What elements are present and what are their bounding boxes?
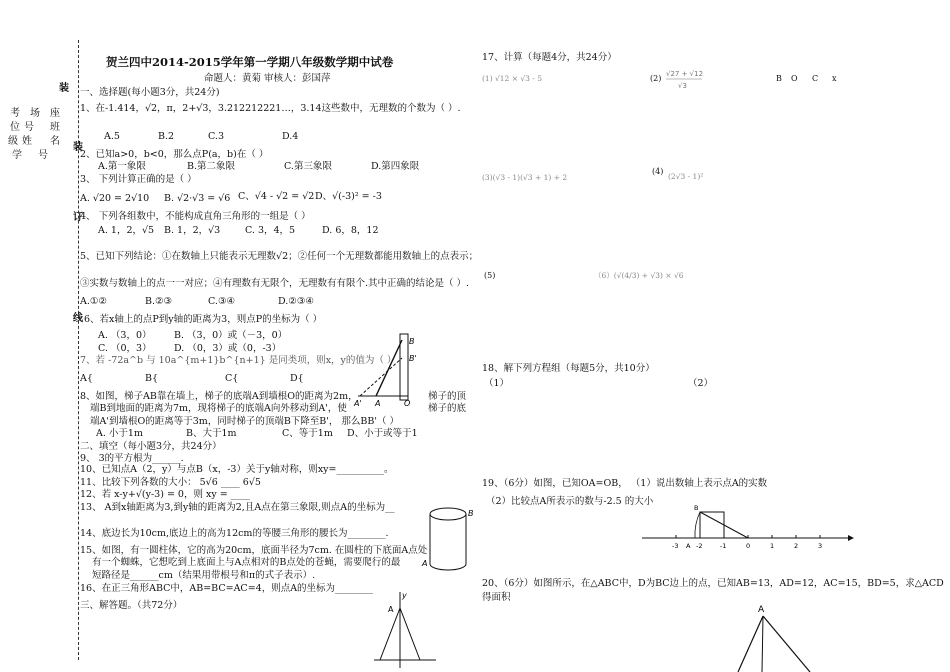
equilateral-triangle-figure	[370, 590, 440, 670]
svg-text:0: 0	[746, 542, 751, 550]
svg-text:-2: -2	[696, 542, 703, 550]
equation-1-label: （1）	[484, 378, 510, 389]
section3-header: 三、解答题。（共72分）	[80, 600, 183, 611]
svg-text:O: O	[404, 399, 411, 408]
question-9: 9、 3的平方根为______.	[80, 453, 184, 464]
question-8-line2-right: 梯子的底	[428, 403, 467, 414]
question-18: 18、解下列方程组（每题5分，共10分）	[482, 363, 655, 374]
svg-text:2: 2	[794, 542, 799, 550]
question-4: 4、 下列各组数中，不能构成直角三角形的一组是（ ）	[80, 211, 311, 222]
calc-1: (1) √12 × √3 - 5	[482, 74, 543, 83]
binding-mark-zhuang2: 装	[73, 142, 83, 153]
question-20: 20、（6分）如图所示，在△ABC中，D为BC边上的点，已知AB=13，AD=12，AC=15，BD=5，求△ACD	[482, 578, 944, 589]
calc-6: （6）(√(4/3) + √3) × √6	[594, 271, 684, 280]
calc-5-label: (5)	[484, 271, 496, 280]
question-5-line1: 5、已知下列结论：①在数轴上只能表示无理数√2；②任何一个无理数都能用数轴上的点表示；	[80, 251, 479, 262]
section2-header: 二、填空（每小题3分，共24分）	[80, 441, 222, 452]
question-8-line3: 端A'到墙根O的距离等于3m，同时梯子的顶端B下降至B'， 那么BB'（ ）	[90, 416, 400, 427]
question-8-line2: 端B到地面的距离为7m，现将梯子的底端A向外移动到A'，使	[90, 403, 347, 414]
question-16: 16、在正三角形ABC中，AB=BC=AC=4，则点A的坐标为________	[80, 583, 374, 594]
svg-text:-3: -3	[672, 542, 679, 550]
question-15-line2: 有一个蜘蛛，它想吃到上底面上与A点相对的B点处的苍蝇，需要爬行的最	[92, 557, 401, 568]
svg-text:A': A'	[354, 399, 362, 408]
svg-text:y: y	[402, 591, 407, 600]
question-19: 19、（6分）如图，已知OA=OB， （1）说出数轴上表示点A的实数	[482, 478, 768, 489]
binding-mark-xian: 线	[73, 313, 83, 324]
binding-mark-zhuang: 装	[59, 83, 69, 94]
section1-header: 一、选择题(每小题3分，共24分)	[80, 87, 220, 98]
calc-2-expression	[664, 66, 704, 92]
exam-title: 贺兰四中2014-2015学年第一学期八年级数学期中试卷	[106, 55, 394, 69]
svg-text:A: A	[388, 605, 394, 614]
question-15-line3: 短路径是______cm（结果用带根号和π的式子表示）.	[92, 570, 316, 581]
question-5-line2: ③实数与数轴上的点一一对应；④有理数有无限个，无理数有有限个.其中正确的结论是（ ）.	[80, 278, 470, 289]
exam-authors: 命题人：黄菊 审核人：彭国萍	[204, 73, 331, 84]
svg-text:A: A	[375, 399, 381, 408]
question-3: 3、 下列计算正确的是（ ）	[80, 174, 197, 185]
calc-4-label: (4)	[652, 167, 664, 176]
svg-text:3: 3	[818, 542, 823, 550]
triangle-abc-figure	[730, 602, 820, 672]
question-15-line1: 15、如图，有一圆柱体，它的高为20cm，底面半径为7cm. 在圆柱的下底面A点处	[80, 545, 428, 556]
question-19-part2: （2）比较点A所表示的数与-2.5 的大小	[486, 496, 654, 507]
calc-2-label: (2)	[650, 74, 662, 83]
svg-text:A: A	[686, 542, 691, 550]
svg-text:B': B'	[409, 354, 417, 363]
calc-4-expression: (2√3 - 1)²	[668, 172, 704, 181]
ladder-figure	[350, 330, 430, 408]
question-8-line1: 8、如图，梯子AB靠在墙上，梯子的底端A到墙根O的距离为2m，	[80, 391, 358, 402]
number-line-figure	[640, 500, 855, 552]
binding-mark-ding: 订	[73, 212, 83, 223]
question-17: 17、计算（每题4分，共24分）	[482, 52, 617, 63]
question-12: 12、若 x-y+√(y-3) = 0，则 xy = ____	[80, 489, 250, 500]
svg-text:1: 1	[770, 542, 775, 550]
question-2: 2、已知a>0，b<0，那么点P(a，b)在（ ）	[80, 149, 269, 160]
question-7: 7、若 -72a^b 与 10a^{m+1}b^{n+1} 是同类项，则x，y的值为（ ）	[80, 355, 397, 366]
question-6: 6、若x轴上的点P到y轴的距离为3，则点P的坐标为（ ）	[84, 314, 323, 325]
svg-text:A: A	[422, 559, 428, 568]
calc-3: (3)(√3 - 1)(√3 + 1) + 2	[482, 173, 568, 182]
svg-text:B: B	[409, 337, 415, 346]
question-13: 13、 A到x轴距离为3,到y轴的距离为2,且A点在第三象限,则点A的坐标为__	[80, 502, 395, 513]
svg-text:√3: √3	[678, 82, 687, 90]
question-11: 11、比较下列各数的大小： 5√6 ____ 6√5	[80, 477, 261, 488]
equation-2-label: （2）	[688, 378, 714, 389]
svg-text:A: A	[758, 605, 765, 615]
binding-line	[78, 40, 79, 660]
svg-text:√27 + √12: √27 + √12	[666, 70, 704, 78]
question-20-line2: 得面积	[482, 592, 511, 603]
question-14: 14、底边长为10cm,底边上的高为12cm的等腰三角形的腰长为________.	[80, 528, 389, 539]
question-1: 1、在-1.414，√2，π，2+√3，3.212212221…，3.14这些数中，无理数的个数为（ ）.	[80, 103, 461, 114]
svg-text:B: B	[468, 509, 474, 518]
svg-text:B: B	[694, 504, 699, 512]
question-10: 10、已知点A（2，y）与点B（x，-3）关于y轴对称，则xy=__________。	[80, 464, 394, 475]
svg-text:-1: -1	[720, 542, 727, 550]
cylinder-figure	[420, 502, 480, 582]
question-8-line1-right: 梯子的顶	[428, 391, 467, 402]
